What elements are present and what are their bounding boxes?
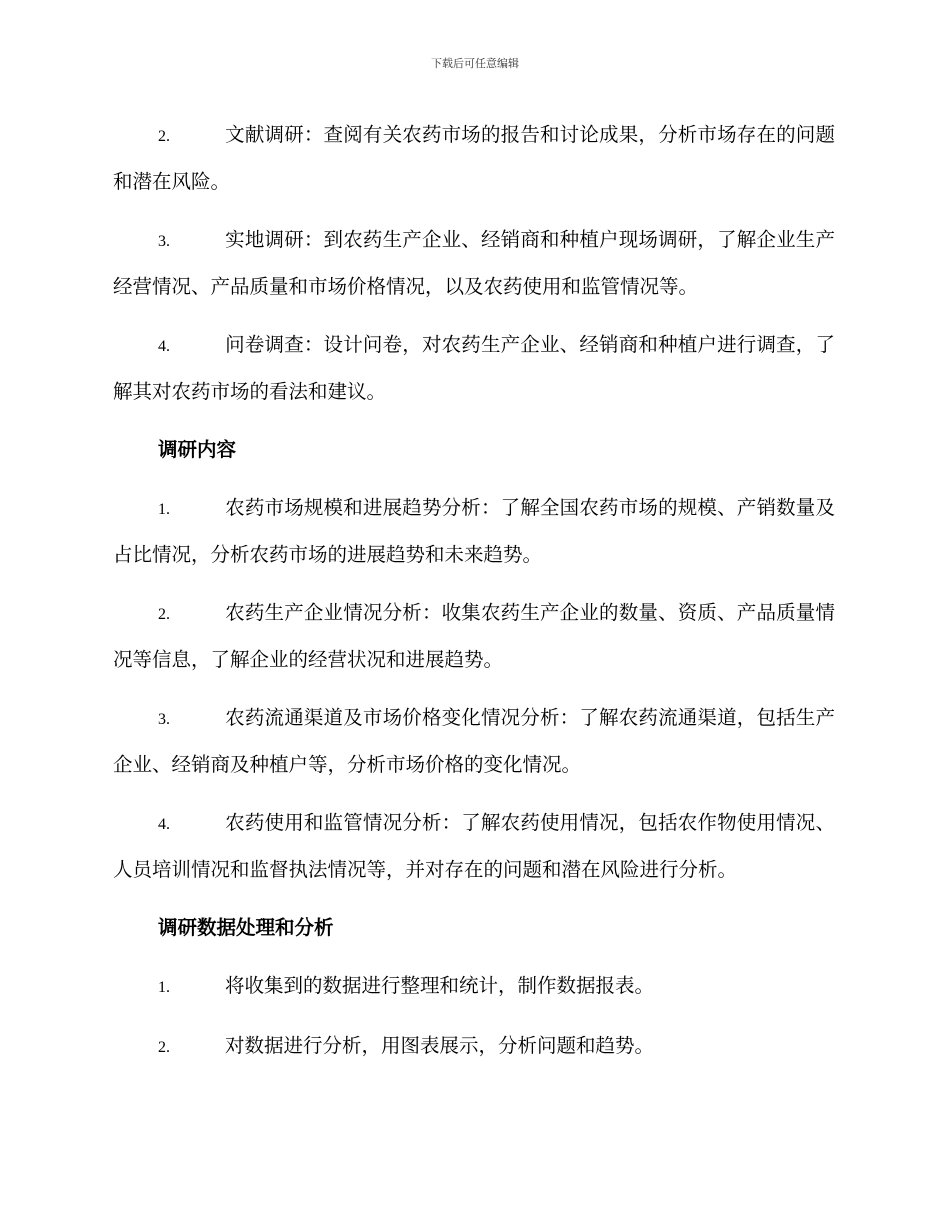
list-item-number: 3. [158,711,170,728]
list-item-number: 4. [158,816,170,833]
list-item [113,963,835,1010]
header-note: 下载后可任意编辑 [431,57,519,70]
list-item-number: 1. [158,501,170,518]
list-item-text: 将收集到的数据进行整理和统计，制作数据报表。 [225,974,655,997]
list-item [113,217,835,309]
list-item-number: 3. [158,233,170,250]
list-item-number: 2. [158,128,170,145]
list-item-text: 农药流通渠道及市场价格变化情况分析：了解农药流通渠道，包括生产企业、经销商及种植户等，分析市场价格的变化情况。 [113,706,835,776]
list-item-text: 对数据进行分析，用图表展示，分析问题和趋势。 [225,1034,655,1057]
list-item [113,112,835,204]
document-body [113,112,835,1083]
list-item [113,1023,835,1070]
list-item-text: 问卷调查：设计问卷，对农药生产企业、经销商和种植户进行调查，了解其对农药市场的看法和建议。 [113,333,835,403]
list-item [113,322,835,414]
list-item-number: 4. [158,338,170,355]
list-item [113,800,835,892]
list-item-text: 农药市场规模和进展趋势分析：了解全国农药市场的规模、产销数量及占比情况，分析农药市场的进展趋势和未来趋势。 [113,496,835,566]
list-item-number: 1. [158,979,170,996]
section-heading: 调研内容 [158,438,237,461]
list-item-text: 文献调研：查阅有关农药市场的报告和讨论成果，分析市场存在的问题和潜在风险。 [113,123,835,193]
list-item [113,485,835,577]
list-item-text: 实地调研：到农药生产企业、经销商和种植户现场调研，了解企业生产经营情况、产品质量和市场价格情况，以及农药使用和监管情况等。 [113,228,835,298]
list-item-number: 2. [158,606,170,623]
section-heading: 调研数据处理和分析 [158,916,334,939]
list-item-text: 农药使用和监管情况分析：了解农药使用情况，包括农作物使用情况、人员培训情况和监督执法情况等，并对存在的问题和潜在风险进行分析。 [113,811,835,881]
list-item-number: 2. [158,1039,170,1056]
list-item [113,695,835,787]
list-item [113,590,835,682]
list-item-text: 农药生产企业情况分析：收集农药生产企业的数量、资质、产品质量情况等信息，了解企业的经营状况和进展趋势。 [113,601,835,671]
